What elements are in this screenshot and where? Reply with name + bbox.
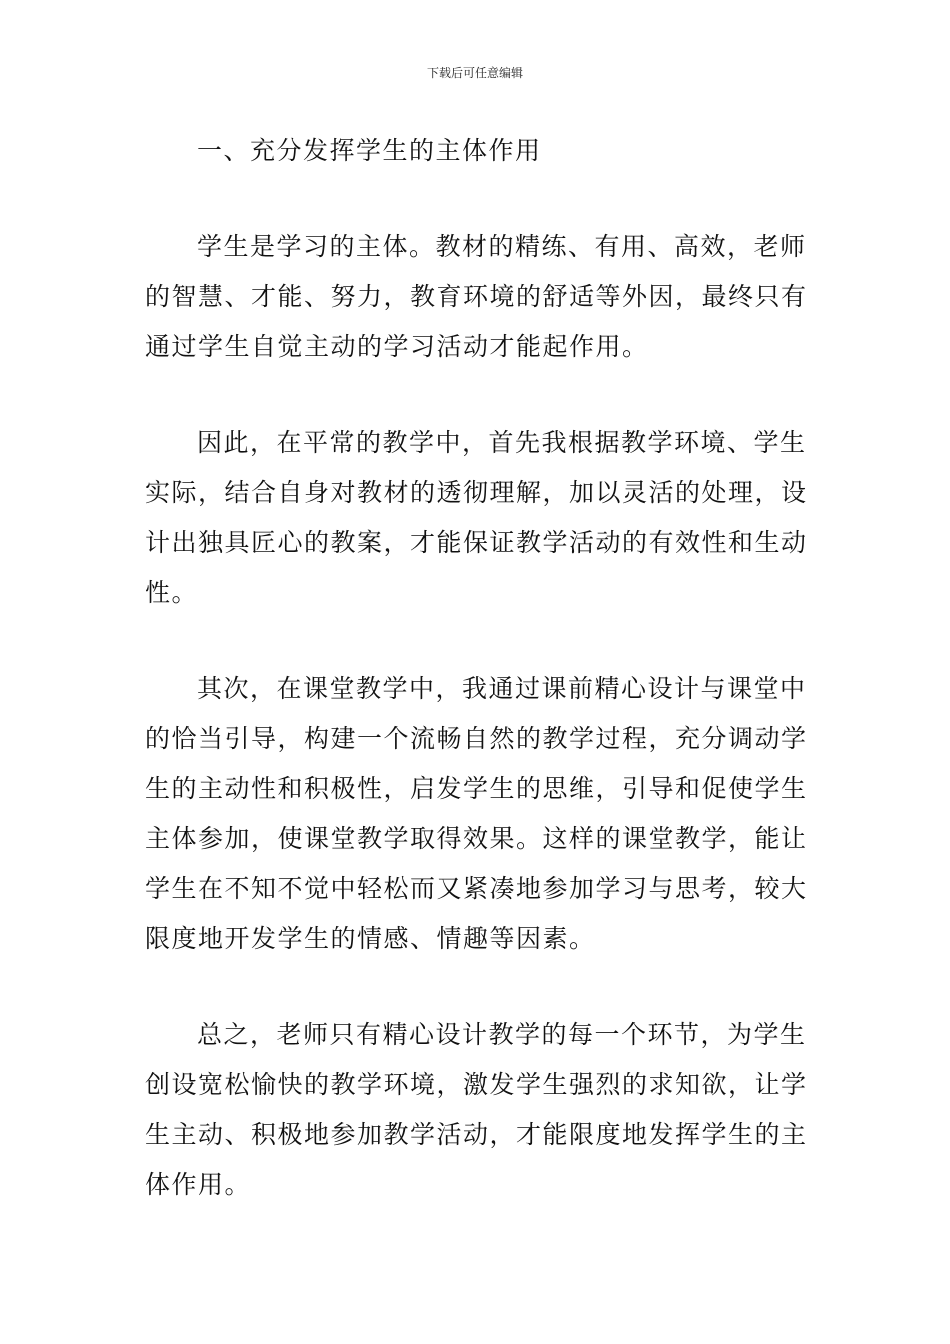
paragraph-line: 其次，在课堂教学中，我通过课前精心设计与课堂中 bbox=[197, 674, 807, 703]
paragraph-line: 生主动、积极地参加教学活动，才能限度地发挥学生的主 bbox=[145, 1120, 808, 1149]
paragraph-line: 的恰当引导，构建一个流畅自然的教学过程，充分调动学 bbox=[145, 724, 808, 753]
paragraph-line: 限度地开发学生的情感、情趣等因素。 bbox=[145, 924, 596, 953]
page-header: 下载后可任意编辑 bbox=[426, 66, 523, 80]
paragraph-line: 的智慧、才能、努力，教育环境的舒适等外因，最终只有 bbox=[145, 282, 808, 311]
paragraph-3 bbox=[145, 664, 807, 964]
document-body bbox=[145, 126, 807, 1256]
paragraph-line: 性。 bbox=[145, 578, 199, 607]
paragraph-line: 计出独具匠心的教案，才能保证教学活动的有效性和生动 bbox=[145, 528, 808, 557]
paragraph-line: 主体参加，使课堂教学取得效果。这样的课堂教学，能让 bbox=[145, 824, 808, 853]
paragraph-line: 生的主动性和积极性，启发学生的思维，引导和促使学生 bbox=[145, 774, 808, 803]
paragraph-line: 创设宽松愉快的教学环境，激发学生强烈的求知欲，让学 bbox=[145, 1070, 808, 1099]
paragraph-line: 因此，在平常的教学中，首先我根据教学环境、学生 bbox=[197, 428, 807, 457]
section-heading: 一、充分发挥学生的主体作用 bbox=[197, 136, 542, 165]
paragraph-line: 体作用。 bbox=[145, 1170, 252, 1199]
paragraph-4 bbox=[145, 1010, 807, 1210]
paragraph-line: 实际，结合自身对教材的透彻理解，加以灵活的处理，设 bbox=[145, 478, 808, 507]
paragraph-1 bbox=[145, 222, 807, 372]
paragraph-line: 通过学生自觉主动的学习活动才能起作用。 bbox=[145, 332, 649, 361]
paragraph-line: 学生在不知不觉中轻松而又紧凑地参加学习与思考，较大 bbox=[145, 874, 808, 903]
paragraph-line: 总之，老师只有精心设计教学的每一个环节，为学生 bbox=[197, 1020, 807, 1049]
paragraph-line: 学生是学习的主体。教材的精练、有用、高效，老师 bbox=[197, 232, 807, 261]
paragraph-2 bbox=[145, 418, 807, 618]
